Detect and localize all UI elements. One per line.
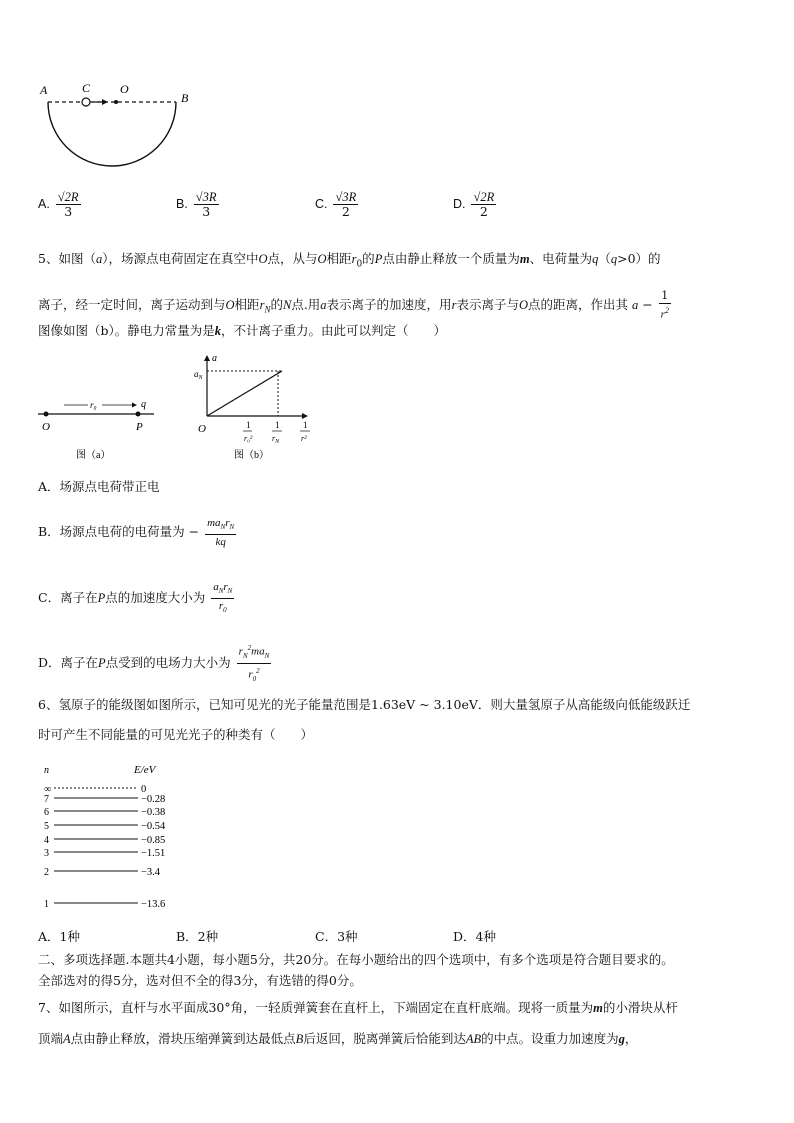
svg-text:1: 1 [246,420,251,430]
q7-line2: 顶端A点由静止释放，滑块压缩弹簧到达最低点B后返回，脱离弹簧后恰能到达AB的中点。设重力加速度为g， [38,1031,638,1046]
q6-line1: 6、氢原子的能级图如图所示，已知可见光的光子能量范围是1.63eV ~ 3.10eV．则大量氢原子从高能级向低能级跃迁 [38,697,691,712]
section2-line2: 全部选对的得5分，选对但不全的得3分，有选错的得0分。 [38,973,362,988]
level-energy-label: −1.51 [141,848,166,859]
level-energy-label: 0 [141,784,147,795]
q6-option-a: A．1种 [38,929,80,944]
svg-text:O: O [42,421,50,433]
svg-text:q: q [141,399,146,410]
svg-text:aN: $a_N$ [194,369,203,381]
level-n-label: 7 [44,794,49,805]
graph-line [207,371,282,416]
q6-line2: 时可产生不同能量的可见光光子的种类有（ ） [38,727,314,742]
point-c-circle [82,98,90,106]
energy-level-diagram [38,762,188,912]
svg-text:r₀²: r₀² [244,434,253,443]
svg-text:1: 1 [275,420,280,430]
level-n-label: 4 [44,835,49,846]
svg-text:a: a [212,353,217,364]
level-n-label: 3 [44,848,49,859]
semicircle-figure [36,80,206,190]
q6-option-b: B．2种 [176,929,219,944]
fig-b-caption: 图（b） [234,450,269,461]
svg-text:1: 1 [303,420,308,430]
level-n-label: 2 [44,867,49,878]
q4-option-c: C. $\frac{√3R}{2}$ [315,190,357,219]
arrow-head [102,99,108,105]
q6-option-d: D．4种 [453,929,496,944]
q5-option-a: A．场源点电荷带正电 [38,479,160,494]
semicircle-arc [48,102,176,166]
level-energy-label: −0.54 [141,821,166,832]
section2-line1: 二、多项选择题.本题共4小题，每小题5分，共20分。在每小题给出的四个选项中，有多个选项是符合题目要求的。 [38,952,674,967]
svg-text:O: O [198,423,206,435]
q4-option-d: D. $\frac{√2R}{2}$ [453,190,495,219]
label-o: O [120,82,129,96]
q4-option-b: B. $\frac{√3R}{3}$ [176,190,217,219]
level-energy-label: −0.38 [141,807,166,818]
svg-text:P: P [136,421,143,433]
q6-option-c: C．3种 [315,929,358,944]
point-o-dot [114,100,118,104]
level-n-label: 6 [44,807,49,818]
svg-text:r₀: r₀ [90,400,97,410]
q5-option-c: C．离子在P点的加速度大小为 $\frac{a_Nr_N}{r_0}$ [38,581,233,615]
q7-line1: 7、如图所示，直杆与水平面成30°角，一轻质弹簧套在直杆上，下端固定在直杆底端。现将一质量为m的小滑块从杆 [38,1000,678,1015]
level-n-label: 5 [44,821,49,832]
q5-option-b: B．场源点电荷的电荷量为 − $\frac{ma_Nr_N}{kq}$ [38,517,235,549]
q5-line3: 图像如图（b）。静电力常量为是k，不计离子重力。由此可以判定（ ） [38,323,447,338]
figure-a [36,392,166,464]
label-c: C [82,81,91,95]
level-energy-label: −0.85 [141,835,166,846]
level-n-label: 1 [44,899,49,910]
fig-a-caption: 图（a） [76,450,111,461]
q5-option-d: D．离子在P点受到的电场力大小为 $\frac{r_N^2ma_N}{r_0^2}$ [38,641,273,686]
q4-option-a: A. $\frac{√2R}{3}$ [38,190,79,219]
label-b: B [181,91,189,105]
level-energy-label: −0.28 [141,794,166,805]
level-energy-label: −13.6 [141,899,166,910]
axis-n: n [44,765,49,776]
figure-b [190,352,330,464]
source-charge-o [44,412,49,417]
label-a: A [40,83,48,97]
ion-charge-p [136,412,141,417]
svg-text:rN: $r_N$ [272,434,280,445]
q5-line2: 离子，经一定时间，离子运动到与O相距$r_N$的N点.用a表示离子的加速度，用r表示离子与O点的距离，作出其 a − $\frac{1}{r^2}$ [38,289,669,321]
q5-line1: 5、如图（a），场源点电荷固定在真空中O点，从与O相距$r_0$的P点由静止释放一个质量为m、电荷量为q（q>0）的 [38,251,661,270]
svg-text:r²: r² [301,434,307,443]
level-n-label: ∞ [44,784,52,795]
level-energy-label: −3.4 [141,867,161,878]
axis-e: E/eV [134,764,156,776]
